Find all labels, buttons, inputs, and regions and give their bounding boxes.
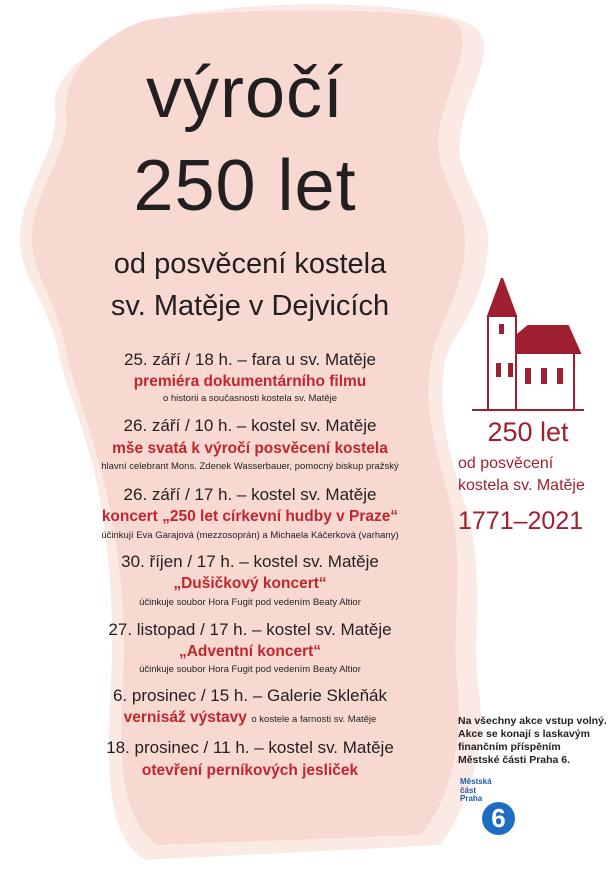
note-line: Na všechny akce vstup volný. bbox=[458, 715, 607, 727]
event-title: koncert „250 let církevní hudby v Praze“ bbox=[101, 508, 399, 525]
note-line: finančním příspěním bbox=[458, 741, 561, 753]
event-note: o historii a současnosti kostela sv. Matěje bbox=[162, 393, 338, 404]
logo-dates: 1771–2021 bbox=[458, 507, 584, 535]
poster-subtitle-line2: sv. Matěje v Dejvicích bbox=[110, 290, 390, 322]
poster-subtitle-line1: od posvěcení kostela bbox=[113, 248, 387, 280]
praha6-label-line: Praha bbox=[460, 794, 483, 803]
praha6-label-line: Městská bbox=[460, 777, 492, 786]
note-line: Městské části Praha 6. bbox=[458, 754, 571, 766]
logo-years-label: 250 let bbox=[487, 417, 569, 447]
praha6-label bbox=[460, 778, 492, 804]
event-date: 26. září / 10 h. – kostel sv. Matěje bbox=[123, 416, 377, 435]
praha6-number-badge: 6 bbox=[482, 802, 515, 835]
event-date: 30. říjen / 17 h. – kostel sv. Matěje bbox=[121, 552, 379, 571]
event-title: „Adventní koncert“ bbox=[178, 643, 322, 660]
event-title: mše svatá k výročí posvěcení kostela bbox=[112, 440, 388, 457]
event-title: vernisáž výstavy bbox=[123, 709, 247, 726]
free-entry-note bbox=[458, 715, 607, 767]
event-date: 26. září / 17 h. – kostel sv. Matěje bbox=[123, 485, 377, 504]
event-note: účinkuje soubor Hora Fugit pod vedením Beaty Altior bbox=[139, 597, 361, 608]
event-date: 27. listopad / 17 h. – kostel sv. Matěje bbox=[108, 620, 392, 639]
event-note: o kostele a farnosti sv. Matěje bbox=[251, 714, 377, 725]
poster-title-line2: 250 let bbox=[133, 146, 357, 226]
event-note: účinkuje soubor Hora Fugit pod vedením Beaty Altior bbox=[139, 664, 361, 675]
praha6-logo bbox=[458, 778, 518, 838]
event-date: 18. prosinec / 11 h. – kostel sv. Matěje bbox=[106, 738, 394, 757]
event-title: „Dušičkový koncert“ bbox=[173, 575, 327, 592]
logo-line1: od posvěcení bbox=[458, 455, 554, 472]
logo-line2: kostela sv. Matěje bbox=[458, 477, 585, 494]
praha6-label-line: část bbox=[460, 785, 477, 795]
event-title-row bbox=[0, 709, 500, 727]
note-line: Akce se konají s laskavým bbox=[458, 728, 590, 740]
event-date: 25. září / 18 h. – fara u sv. Matěje bbox=[124, 350, 376, 369]
event-title: premiéra dokumentárního filmu bbox=[133, 373, 367, 390]
church-logo-icon bbox=[472, 278, 584, 412]
event-note: účinkují Eva Garajová (mezzosoprán) a Michaela Káčerková (varhany) bbox=[101, 530, 399, 541]
event-note: hlavní celebrant Mons. Zdenek Wasserbauer, pomocný biskup pražský bbox=[101, 461, 399, 472]
event-title: otevření perníkových jesliček bbox=[141, 762, 359, 779]
event-date: 6. prosinec / 15 h. – Galerie Skleňák bbox=[112, 686, 388, 705]
poster-title-line1: výročí bbox=[145, 53, 345, 133]
